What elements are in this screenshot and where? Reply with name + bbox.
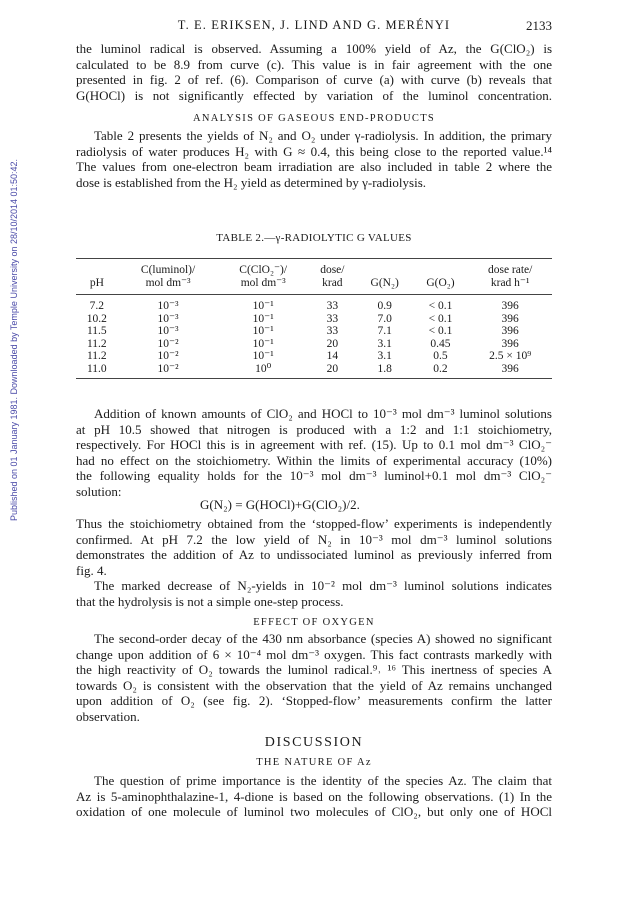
text-line: calculated to be 8.9 from curve (c). This value is in fair agreement with the one	[76, 56, 552, 72]
table-cell: 2.5 × 10⁹	[489, 350, 532, 362]
table-cell: 10⁻¹	[252, 312, 274, 325]
table-cell: 10⁰	[255, 362, 272, 375]
text-line: respectively. For HOCl this is in agreement with ref. (15). Up to 0.1 mol dm⁻³ ClO₂⁻	[76, 437, 552, 452]
table-header-row	[76, 259, 552, 278]
text-line: confirmed. At pH 7.2 the low yield of N₂ in 10⁻³ mol dm⁻³ luminol solutions	[76, 531, 552, 547]
text-line: The marked decrease of N₂-yields in 10⁻² mol dm⁻³ luminol solutions indicates	[94, 578, 552, 593]
table-row	[76, 295, 552, 313]
column-header: krad	[308, 277, 357, 295]
table-cell: 10⁻¹	[252, 300, 274, 312]
table-cell: 10⁻²	[157, 350, 179, 362]
table-cell: 10⁻³	[157, 312, 179, 325]
column-header	[357, 259, 413, 278]
table-row	[76, 363, 552, 379]
table-cell: 10⁻²	[157, 362, 179, 375]
table-cell: 20	[326, 337, 339, 350]
column-header: G(O₂)	[413, 277, 469, 295]
text-line: Table 2 presents the yields of N₂ and O₂ under γ-radiolysis. In addition, the primary	[94, 128, 552, 143]
table-cell: 396	[501, 300, 519, 312]
table-cell: 3.1	[377, 350, 392, 362]
text-line: at pH 10.5 showed that nitrogen is produced with a 1:2 and 1:1 stoichiometry,	[76, 421, 552, 437]
column-header: mol dm⁻³	[218, 277, 307, 295]
text-line: radiolysis of water produces H₂ with G ≈ 0.4, this being close to the reported value.¹⁴	[76, 143, 552, 159]
paragraph-nature-of-az	[76, 773, 552, 820]
g-values-table	[76, 258, 552, 379]
table-cell: 396	[501, 312, 519, 325]
table-cell: < 0.1	[428, 325, 453, 337]
paragraph-oxygen	[76, 631, 552, 724]
column-header: krad h⁻¹	[468, 277, 552, 295]
table-cell: 10.2	[86, 312, 107, 325]
text-line: The values from one-electron beam irradiation are also included in table 2 where the	[76, 159, 552, 174]
table-cell: 11.2	[86, 337, 107, 350]
table-cell: 10⁻²	[157, 337, 179, 350]
table-cell: 7.0	[377, 312, 392, 325]
text-line: towards O₂ is consistent with the observation that the yield of Az remains unchanged	[76, 677, 552, 693]
table-cell: 14	[326, 350, 339, 362]
text-line: observation.	[76, 708, 140, 724]
text-line: The question of prime importance is the identity of the species Az. The claim that	[94, 773, 552, 788]
table-caption: TABLE 2.—γ-RADIOLYTIC G VALUES	[216, 232, 412, 244]
page-number: 2133	[526, 18, 552, 33]
column-header: C(luminol)/	[140, 264, 196, 276]
table-cell: 0.5	[433, 350, 448, 362]
table-cell: 33	[326, 325, 339, 337]
section-heading-gaseous: ANALYSIS OF GASEOUS END-PRODUCTS	[192, 113, 436, 124]
table-cell: < 0.1	[428, 300, 453, 312]
header-authors: T. E. ERIKSEN, J. LIND AND G. MERÉNYI	[177, 18, 451, 32]
column-header: dose/	[320, 264, 345, 276]
text-line: solution:	[76, 483, 122, 499]
text-line: Thus the stoichiometry obtained from the ‘stopped-flow’ experiments is independently	[76, 516, 552, 531]
table-cell: 11.0	[86, 362, 107, 375]
table-cell: 33	[326, 312, 339, 325]
table-cell: 0.9	[377, 300, 392, 312]
column-header: mol dm⁻³	[118, 277, 219, 295]
text-line: G(HOCl) is not significantly effected by variation of the luminol concentration.	[76, 87, 552, 103]
table-cell: 0.2	[433, 362, 448, 375]
text-line: the following equality holds for the 10⁻³ mol dm⁻³ luminol+0.1 mol dm⁻³ ClO₂⁻	[76, 468, 552, 483]
table-cell: 396	[501, 337, 519, 350]
column-header: pH	[76, 277, 118, 295]
subsection-heading-nature: THE NATURE OF Az	[256, 757, 372, 768]
table-cell: 396	[501, 362, 519, 375]
section-heading-discussion: DISCUSSION	[264, 735, 364, 750]
column-header	[413, 259, 469, 278]
paragraph-stopped-flow	[76, 516, 552, 609]
table-cell: 7.1	[377, 325, 392, 337]
column-header: dose rate/	[487, 264, 533, 276]
text-line: Az is 5-aminophthalazine-1, 4-dione is based on the following observations. (1) In the	[76, 788, 552, 804]
table-cell: 3.1	[377, 337, 392, 350]
text-line: upon addition of O₂ (see fig. 2). ‘Stopped-flow’ measurements confirm the latter	[76, 693, 552, 708]
table-cell: 396	[501, 325, 519, 337]
download-note: Published on 01 January 1981. Downloaded by Temple University on 28/10/2014 01:50:42.	[9, 158, 19, 522]
running-header	[76, 18, 552, 36]
table-cell: 7.2	[89, 300, 105, 312]
equation: G(N₂) = G(HOCl)+G(ClO₂)/2.	[200, 497, 360, 512]
table-cell: 0.45	[430, 337, 451, 350]
text-line: change upon addition of 6 × 10⁻⁴ mol dm⁻³ oxygen. This fact contrasts markedly with	[76, 646, 552, 662]
text-line: oxidation of one molecule of luminol two molecules of ClO₂, but only one of HOCl	[76, 804, 552, 819]
table-row	[76, 338, 552, 351]
table-cell: 10⁻³	[157, 300, 179, 312]
download-watermark	[2, 80, 26, 600]
table-cell: < 0.1	[428, 312, 453, 325]
table-cell: 10⁻¹	[252, 337, 274, 350]
text-line: dose is established from the H₂ yield as determined by γ-radiolysis.	[76, 174, 427, 190]
table-cell: 10⁻¹	[252, 325, 274, 337]
text-line: demonstrates the addition of Az to undissociated luminol as previously inferred from	[76, 547, 552, 562]
text-line: Addition of known amounts of ClO₂ and HOCl to 10⁻³ mol dm⁻³ luminol solutions	[94, 406, 552, 421]
table-cell: 1.8	[377, 362, 392, 375]
text-line: had no effect on the stoichiometry. Within the limits of experimental accuracy (10%)	[76, 452, 552, 468]
table-cell: 10⁻³	[157, 325, 179, 337]
table-cell: 33	[326, 300, 339, 312]
table-row	[76, 325, 552, 338]
column-header: C(ClO₂⁻)/	[239, 264, 288, 276]
paragraph-table2-intro	[76, 128, 552, 190]
text-line: the high reactivity of O₂ towards the luminol radical.⁹˒ ¹⁶ This inertness of species A	[76, 662, 552, 677]
text-line: fig. 4.	[76, 562, 107, 578]
text-line: that the hydrolysis is not a simple one-step process.	[76, 593, 344, 609]
paragraph-luminol-radical	[76, 41, 552, 103]
table-row	[76, 313, 552, 326]
table-cell: 20	[326, 362, 339, 375]
table-header-row	[76, 277, 552, 295]
text-line: the luminol radical is observed. Assuming a 100% yield of Az, the G(ClO₂) is	[76, 41, 552, 56]
paragraph-stoichiometry	[76, 406, 552, 499]
column-header	[76, 259, 118, 278]
table-cell: 11.5	[86, 325, 107, 337]
text-line: The second-order decay of the 430 nm absorbance (species A) showed no significant	[94, 631, 552, 646]
table-cell: 10⁻¹	[252, 350, 274, 362]
table-row	[76, 350, 552, 363]
section-heading-oxygen: EFFECT OF OXYGEN	[253, 617, 375, 628]
text-line: presented in fig. 2 of ref. (6). Comparison of curve (a) with curve (b) reveals that	[76, 72, 552, 87]
column-header: G(N₂)	[357, 277, 413, 295]
table-cell: 11.2	[86, 350, 107, 362]
